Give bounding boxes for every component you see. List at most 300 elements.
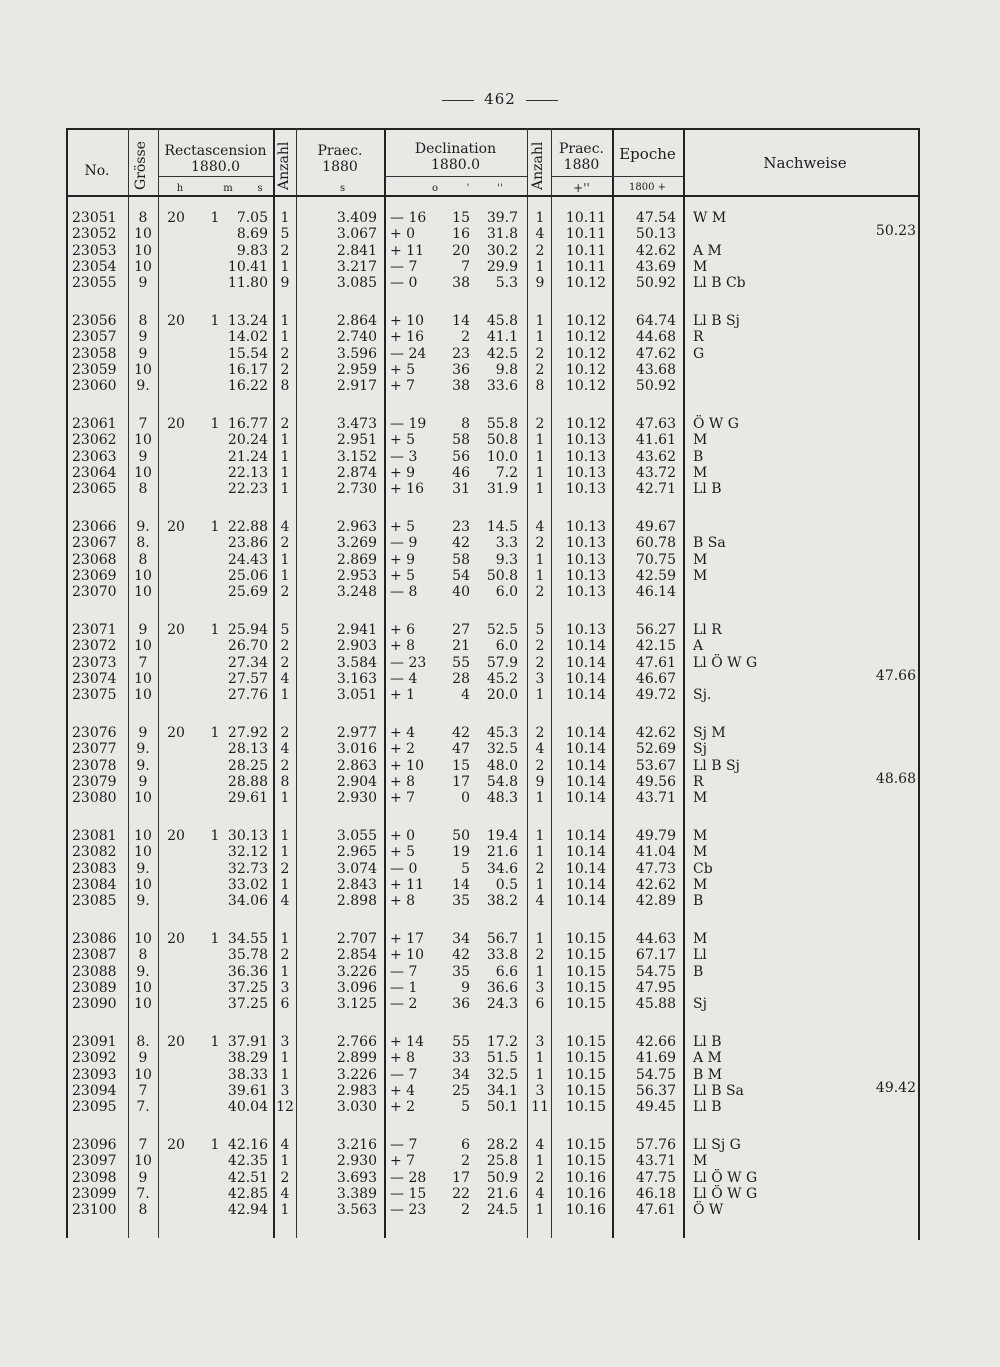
cell-dec-sec: 17.2 <box>486 1034 518 1050</box>
cell-praec-2: 10.14 <box>565 790 606 807</box>
cell-groesse: 9 <box>138 345 148 362</box>
cell-no: 23075 <box>72 687 117 704</box>
cell-ra-s: 29.61 <box>227 790 268 807</box>
cell-epoche: 47.61 <box>635 1202 676 1219</box>
cell-anzahl-2: 1 <box>535 258 545 275</box>
cell-no: 23076 <box>72 725 117 741</box>
cell-praec-2: 10.16 <box>565 1169 606 1186</box>
cell-dec-deg: + 5 <box>390 361 416 378</box>
cell-dec-deg: — 0 <box>390 860 418 877</box>
cell-dec-deg: + 6 <box>390 622 416 638</box>
cell-anzahl-2: 4 <box>535 893 545 910</box>
cell-anzahl-1: 1 <box>280 448 290 465</box>
cell-dec-deg: + 16 <box>390 481 424 498</box>
cell-dec-sec: 52.5 <box>486 622 518 638</box>
cell-epoche: 44.68 <box>635 329 676 346</box>
cell-praec-2: 10.13 <box>565 567 606 584</box>
cell-nachweise: Ll B Sa <box>693 1082 744 1099</box>
cell-dec-sec: 32.5 <box>486 741 518 758</box>
cell-groesse: 7. <box>136 1099 150 1116</box>
cell-dec-deg: + 10 <box>390 947 424 964</box>
cell-ra-s: 10.41 <box>227 258 268 275</box>
cell-praec-2: 10.15 <box>565 1082 606 1099</box>
cell-anzahl-2: 3 <box>535 670 545 687</box>
rule-praec2 <box>612 128 614 1238</box>
cell-ra-m: 1 <box>210 622 220 638</box>
cell-praec-2: 10.14 <box>565 876 606 893</box>
cell-anzahl-1: 12 <box>276 1099 294 1116</box>
cell-groesse: 10 <box>134 828 152 844</box>
cell-groesse: 10 <box>134 242 152 259</box>
cell-ra-s: 23.86 <box>227 535 268 552</box>
cell-praec-2: 10.15 <box>565 1034 606 1050</box>
cell-dec-min: 5 <box>461 1099 470 1116</box>
header-epoche-unit: 1800 + <box>628 182 666 193</box>
cell-dec-sec: 31.9 <box>486 481 518 498</box>
cell-anzahl-2: 1 <box>535 1066 545 1083</box>
cell-anzahl-1: 4 <box>280 1137 290 1153</box>
cell-groesse: 9 <box>138 1050 148 1067</box>
cell-nachweise: Ll B <box>693 1099 722 1116</box>
cell-dec-sec: 34.1 <box>486 1082 518 1099</box>
cell-praec-1: 3.085 <box>336 275 377 292</box>
cell-no: 23061 <box>72 416 117 432</box>
cell-dec-min: 38 <box>452 378 470 395</box>
cell-anzahl-2: 1 <box>535 551 545 568</box>
rule-groesse <box>158 128 159 1238</box>
cell-dec-deg: + 5 <box>390 567 416 584</box>
cell-epoche: 54.75 <box>635 963 676 980</box>
cell-epoche: 49.45 <box>635 1099 676 1116</box>
cell-dec-sec: 6.0 <box>495 584 518 601</box>
cell-dec-deg: + 16 <box>390 329 424 346</box>
cell-praec-1: 2.730 <box>336 481 377 498</box>
cell-dec-min: 17 <box>452 773 470 790</box>
cell-anzahl-2: 4 <box>535 519 545 535</box>
cell-praec-2: 10.15 <box>565 931 606 947</box>
cell-epoche: 56.27 <box>635 622 676 638</box>
cell-dec-sec: 7.2 <box>495 464 518 481</box>
cell-anzahl-2: 3 <box>535 1082 545 1099</box>
cell-praec-2: 10.13 <box>565 622 606 638</box>
cell-dec-deg: + 11 <box>390 242 424 259</box>
cell-groesse: 10 <box>134 226 152 243</box>
cell-epoche: 43.71 <box>635 790 676 807</box>
cell-anzahl-2: 1 <box>535 313 545 329</box>
cell-ra-s: 13.24 <box>227 313 268 329</box>
cell-praec-2: 10.12 <box>565 416 606 432</box>
cell-praec-2: 10.15 <box>565 979 606 996</box>
cell-praec-1: 3.152 <box>336 448 377 465</box>
cell-anzahl-2: 2 <box>535 638 545 655</box>
cell-praec-2: 10.14 <box>565 741 606 758</box>
cell-dec-sec: 21.6 <box>486 1185 518 1202</box>
cell-epoche: 60.78 <box>635 535 676 552</box>
cell-dec-sec: 32.5 <box>486 1066 518 1083</box>
cell-no: 23080 <box>72 790 117 807</box>
cell-dec-sec: 39.7 <box>486 210 518 226</box>
header-praec-2-year: 1880 <box>563 157 600 173</box>
cell-ra-s: 22.88 <box>227 519 268 535</box>
rule-epoche <box>683 128 685 1238</box>
rule-dec <box>527 128 528 1238</box>
header-dec-sec: '' <box>497 183 503 194</box>
cell-dec-deg: + 8 <box>390 1050 416 1067</box>
cell-praec-1: 3.016 <box>336 741 377 758</box>
cell-praec-1: 3.248 <box>336 584 377 601</box>
cell-dec-sec: 0.5 <box>495 876 518 893</box>
cell-dec-sec: 20.0 <box>486 687 518 704</box>
cell-dec-min: 15 <box>452 757 470 774</box>
cell-dec-deg: + 8 <box>390 893 416 910</box>
cell-ra-m: 1 <box>210 725 220 741</box>
cell-dec-deg: — 28 <box>390 1169 427 1186</box>
cell-dec-sec: 48.0 <box>486 757 518 774</box>
cell-dec-deg: + 2 <box>390 1099 416 1116</box>
cell-praec-2: 10.11 <box>565 242 606 259</box>
cell-ra-s: 22.23 <box>227 481 268 498</box>
cell-praec-1: 3.389 <box>336 1185 377 1202</box>
cell-epoche: 42.62 <box>635 876 676 893</box>
cell-no: 23065 <box>72 481 117 498</box>
cell-praec-2: 10.15 <box>565 1099 606 1116</box>
cell-praec-1: 3.096 <box>336 979 377 996</box>
cell-epoche: 50.13 <box>635 226 676 243</box>
cell-praec-2: 10.15 <box>565 996 606 1013</box>
cell-dec-sec: 19.4 <box>486 828 518 844</box>
cell-anzahl-1: 2 <box>280 860 290 877</box>
cell-epoche: 67.17 <box>635 947 676 964</box>
header-anzahl-1: Anzahl <box>276 141 292 191</box>
cell-no: 23078 <box>72 757 117 774</box>
cell-dec-sec: 41.1 <box>486 329 518 346</box>
cell-ra-s: 24.43 <box>227 551 268 568</box>
cell-nachweise: A M <box>693 1050 722 1067</box>
cell-praec-1: 2.841 <box>336 242 377 259</box>
cell-no: 23093 <box>72 1066 117 1083</box>
cell-anzahl-1: 1 <box>280 551 290 568</box>
cell-dec-deg: + 1 <box>390 687 416 704</box>
cell-ra-h: 20 <box>167 725 185 741</box>
cell-nachweise: A <box>693 638 704 655</box>
cell-praec-2: 10.13 <box>565 535 606 552</box>
margin-note: 48.68 <box>875 770 916 787</box>
cell-dec-sec: 24.3 <box>486 996 518 1013</box>
cell-groesse: 9 <box>138 725 148 741</box>
cell-no: 23082 <box>72 844 117 861</box>
cell-anzahl-2: 1 <box>535 687 545 704</box>
cell-epoche: 47.54 <box>635 210 676 226</box>
cell-dec-deg: — 2 <box>390 996 418 1013</box>
cell-dec-sec: 25.8 <box>486 1153 518 1170</box>
cell-groesse: 10 <box>134 979 152 996</box>
cell-praec-2: 10.14 <box>565 670 606 687</box>
cell-praec-2: 10.16 <box>565 1202 606 1219</box>
cell-dec-min: 17 <box>452 1169 470 1186</box>
cell-dec-deg: + 0 <box>390 828 416 844</box>
cell-anzahl-2: 2 <box>535 242 545 259</box>
cell-groesse: 9 <box>138 773 148 790</box>
cell-anzahl-2: 2 <box>535 947 545 964</box>
cell-praec-1: 2.953 <box>336 567 377 584</box>
cell-anzahl-2: 4 <box>535 1185 545 1202</box>
cell-dec-min: 40 <box>452 584 470 601</box>
cell-epoche: 47.62 <box>635 345 676 362</box>
cell-anzahl-2: 2 <box>535 725 545 741</box>
cell-praec-2: 10.15 <box>565 1066 606 1083</box>
cell-nachweise: Ll B Sj <box>693 757 740 774</box>
cell-epoche: 43.62 <box>635 448 676 465</box>
cell-dec-min: 16 <box>452 226 470 243</box>
cell-no: 23054 <box>72 258 117 275</box>
cell-nachweise: Ö W G <box>693 416 739 432</box>
cell-ra-s: 38.33 <box>227 1066 268 1083</box>
rule-dec-units <box>384 176 527 177</box>
cell-no: 23055 <box>72 275 117 292</box>
cell-dec-min: 55 <box>452 1034 470 1050</box>
cell-no: 23092 <box>72 1050 117 1067</box>
cell-no: 23068 <box>72 551 117 568</box>
cell-dec-sec: 45.2 <box>486 670 518 687</box>
cell-anzahl-1: 1 <box>280 1153 290 1170</box>
cell-praec-1: 3.067 <box>336 226 377 243</box>
cell-praec-2: 10.13 <box>565 481 606 498</box>
cell-no: 23060 <box>72 378 117 395</box>
cell-praec-1: 2.965 <box>336 844 377 861</box>
cell-anzahl-1: 2 <box>280 345 290 362</box>
cell-dec-min: 35 <box>452 963 470 980</box>
cell-no: 23088 <box>72 963 117 980</box>
cell-dec-deg: — 1 <box>390 979 418 996</box>
cell-praec-2: 10.15 <box>565 1153 606 1170</box>
cell-ra-s: 30.13 <box>227 828 268 844</box>
cell-groesse: 10 <box>134 638 152 655</box>
cell-dec-min: 58 <box>452 551 470 568</box>
cell-groesse: 7 <box>138 1137 148 1153</box>
cell-no: 23091 <box>72 1034 117 1050</box>
cell-dec-min: 20 <box>452 242 470 259</box>
cell-praec-2: 10.11 <box>565 210 606 226</box>
cell-ra-s: 9.83 <box>236 242 268 259</box>
cell-praec-1: 2.707 <box>336 931 377 947</box>
cell-anzahl-1: 9 <box>280 275 290 292</box>
cell-epoche: 41.04 <box>635 844 676 861</box>
cell-epoche: 42.66 <box>635 1034 676 1050</box>
cell-groesse: 10 <box>134 844 152 861</box>
cell-dec-sec: 56.7 <box>486 931 518 947</box>
cell-dec-sec: 48.3 <box>486 790 518 807</box>
cell-ra-s: 42.16 <box>227 1137 268 1153</box>
cell-epoche: 42.62 <box>635 242 676 259</box>
cell-anzahl-2: 3 <box>535 979 545 996</box>
cell-ra-h: 20 <box>167 519 185 535</box>
cell-anzahl-2: 1 <box>535 931 545 947</box>
cell-groesse: 9. <box>136 741 150 758</box>
cell-groesse: 9 <box>138 448 148 465</box>
cell-anzahl-1: 4 <box>280 1185 290 1202</box>
cell-dec-min: 42 <box>452 535 470 552</box>
cell-groesse: 9. <box>136 860 150 877</box>
cell-groesse: 8 <box>138 551 148 568</box>
cell-anzahl-1: 1 <box>280 790 290 807</box>
cell-anzahl-2: 1 <box>535 876 545 893</box>
cell-dec-min: 47 <box>452 741 470 758</box>
cell-no: 23057 <box>72 329 117 346</box>
cell-groesse: 9 <box>138 1169 148 1186</box>
cell-praec-2: 10.15 <box>565 947 606 964</box>
cell-groesse: 9 <box>138 275 148 292</box>
cell-anzahl-2: 4 <box>535 741 545 758</box>
cell-dec-sec: 42.5 <box>486 345 518 362</box>
cell-anzahl-2: 1 <box>535 329 545 346</box>
cell-anzahl-1: 1 <box>280 464 290 481</box>
header-ra-epoch: 1880.0 <box>191 159 240 175</box>
cell-dec-min: 6 <box>461 1137 470 1153</box>
rule-epoche-units <box>612 176 683 177</box>
cell-anzahl-2: 1 <box>535 567 545 584</box>
cell-epoche: 42.59 <box>635 567 676 584</box>
cell-epoche: 42.62 <box>635 725 676 741</box>
cell-dec-sec: 38.2 <box>486 893 518 910</box>
cell-praec-2: 10.15 <box>565 963 606 980</box>
cell-praec-2: 10.12 <box>565 361 606 378</box>
cell-epoche: 64.74 <box>635 313 676 329</box>
cell-praec-1: 3.409 <box>336 210 377 226</box>
header-dec-epoch: 1880.0 <box>431 157 480 173</box>
cell-anzahl-2: 1 <box>535 790 545 807</box>
cell-anzahl-1: 4 <box>280 741 290 758</box>
cell-dec-deg: + 4 <box>390 725 416 741</box>
header-praec-2-title: Praec. <box>558 141 605 157</box>
cell-dec-sec: 51.5 <box>486 1050 518 1067</box>
cell-ra-s: 27.76 <box>227 687 268 704</box>
cell-dec-sec: 50.1 <box>486 1099 518 1116</box>
cell-dec-min: 15 <box>452 210 470 226</box>
cell-praec-2: 10.16 <box>565 1185 606 1202</box>
cell-anzahl-1: 5 <box>280 622 290 638</box>
cell-groesse: 9. <box>136 519 150 535</box>
cell-nachweise: Ll <box>693 947 707 964</box>
cell-nachweise: Ll B <box>693 1034 722 1050</box>
cell-dec-min: 14 <box>452 876 470 893</box>
cell-no: 23095 <box>72 1099 117 1116</box>
cell-dec-min: 23 <box>452 519 470 535</box>
rule-anzahl1 <box>296 128 297 1238</box>
cell-nachweise: B M <box>693 1066 723 1083</box>
cell-ra-h: 20 <box>167 931 185 947</box>
cell-praec-1: 3.051 <box>336 687 377 704</box>
cell-dec-sec: 45.3 <box>486 725 518 741</box>
header-praec-1-title: Praec. <box>317 143 363 159</box>
cell-no: 23099 <box>72 1185 117 1202</box>
header-anzahl-2: Anzahl <box>530 141 546 191</box>
cell-anzahl-1: 4 <box>280 893 290 910</box>
cell-dec-sec: 24.5 <box>486 1202 518 1219</box>
cell-groesse: 7 <box>138 654 148 671</box>
cell-groesse: 10 <box>134 931 152 947</box>
cell-dec-sec: 9.3 <box>495 551 518 568</box>
cell-praec-2: 10.14 <box>565 773 606 790</box>
cell-dec-deg: + 9 <box>390 551 416 568</box>
cell-groesse: 10 <box>134 1153 152 1170</box>
cell-groesse: 10 <box>134 790 152 807</box>
cell-ra-m: 1 <box>210 1034 220 1050</box>
cell-praec-2: 10.12 <box>565 345 606 362</box>
cell-anzahl-1: 1 <box>280 828 290 844</box>
cell-praec-2: 10.11 <box>565 226 606 243</box>
cell-anzahl-2: 4 <box>535 226 545 243</box>
cell-praec-2: 10.14 <box>565 893 606 910</box>
margin-note: 47.66 <box>875 667 916 684</box>
cell-epoche: 45.88 <box>635 996 676 1013</box>
cell-dec-deg: — 7 <box>390 963 418 980</box>
cell-groesse: 10 <box>134 1066 152 1083</box>
cell-anzahl-2: 2 <box>535 584 545 601</box>
cell-no: 23085 <box>72 893 117 910</box>
cell-ra-s: 14.02 <box>227 329 268 346</box>
cell-dec-min: 56 <box>452 448 470 465</box>
cell-anzahl-2: 1 <box>535 432 545 449</box>
cell-anzahl-1: 2 <box>280 361 290 378</box>
header-praec-1-unit: s <box>340 183 346 194</box>
cell-no: 23059 <box>72 361 117 378</box>
cell-dec-min: 42 <box>452 725 470 741</box>
cell-dec-sec: 50.9 <box>486 1169 518 1186</box>
cell-ra-s: 42.35 <box>227 1153 268 1170</box>
rule-ra-units <box>158 176 273 177</box>
cell-praec-1: 3.563 <box>336 1202 377 1219</box>
cell-anzahl-2: 1 <box>535 448 545 465</box>
cell-ra-s: 27.92 <box>227 725 268 741</box>
cell-dec-sec: 33.6 <box>486 378 518 395</box>
rule-ra <box>273 128 275 1238</box>
cell-dec-deg: — 7 <box>390 1066 418 1083</box>
cell-dec-min: 50 <box>452 828 470 844</box>
cell-dec-min: 2 <box>461 1153 470 1170</box>
cell-epoche: 50.92 <box>635 275 676 292</box>
cell-nachweise: Sj <box>693 741 707 758</box>
cell-dec-min: 23 <box>452 345 470 362</box>
cell-anzahl-2: 2 <box>535 416 545 432</box>
cell-anzahl-2: 9 <box>535 275 545 292</box>
cell-dec-sec: 5.3 <box>495 275 518 292</box>
rule-praec1 <box>384 128 386 1238</box>
header-ra-m: m <box>223 183 233 194</box>
cell-ra-s: 25.69 <box>227 584 268 601</box>
cell-nachweise: Sj <box>693 996 707 1013</box>
cell-ra-h: 20 <box>167 1137 185 1153</box>
cell-no: 23098 <box>72 1169 117 1186</box>
cell-epoche: 43.71 <box>635 1153 676 1170</box>
cell-praec-2: 10.12 <box>565 275 606 292</box>
cell-anzahl-1: 2 <box>280 947 290 964</box>
cell-anzahl-2: 1 <box>535 1202 545 1219</box>
header-dec-min: ' <box>466 183 470 194</box>
cell-epoche: 42.71 <box>635 481 676 498</box>
cell-nachweise: M <box>693 931 708 947</box>
cell-ra-s: 28.88 <box>227 773 268 790</box>
margin-note: 49.42 <box>875 1079 916 1096</box>
cell-nachweise: Ll Ö W G <box>693 654 758 671</box>
cell-no: 23074 <box>72 670 117 687</box>
cell-dec-min: 5 <box>461 860 470 877</box>
cell-anzahl-1: 1 <box>280 481 290 498</box>
cell-praec-2: 10.14 <box>565 860 606 877</box>
cell-praec-2: 10.13 <box>565 584 606 601</box>
cell-anzahl-1: 6 <box>280 996 290 1013</box>
cell-anzahl-1: 2 <box>280 535 290 552</box>
cell-dec-deg: — 23 <box>390 1202 427 1219</box>
